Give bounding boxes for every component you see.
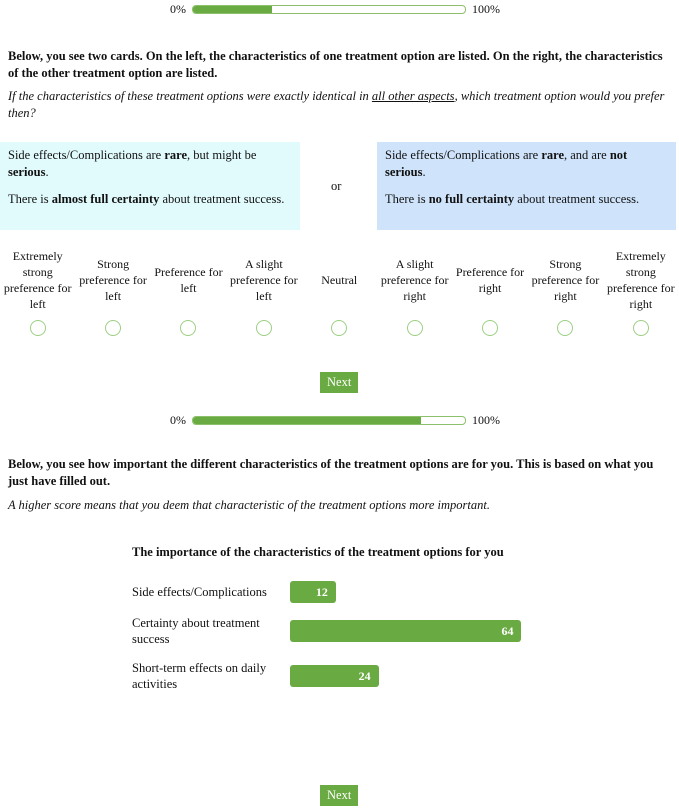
radio-strong-left[interactable] [105, 320, 121, 336]
chart-row [132, 660, 552, 692]
or-label: or [331, 179, 342, 193]
prompt-underlined: all other aspects [371, 89, 455, 103]
chart-title: The importance of the characteristics of the treatment options for you [132, 545, 504, 559]
radio-strong-right[interactable] [557, 320, 573, 336]
progress-end-label: 100% [472, 2, 500, 16]
bar-value-label: 64 [501, 623, 514, 638]
question-intro: Below, you see two cards. On the left, the characteristics of one treatment option are listed. On the right, the characteristics of the other treatment option are listed. [8, 49, 663, 80]
scale-option [528, 246, 603, 336]
option-label: Strong preference for right [531, 257, 600, 303]
scale-option [603, 246, 678, 336]
bar-label: Short-term effects on daily activities [132, 661, 267, 691]
option-label: A slight preference for left [230, 257, 298, 303]
prompt-text: If the characteristics of these treatment options were exactly identical in [8, 89, 372, 103]
scale-option [377, 246, 452, 336]
option-label: Extremely strong preference for right [607, 249, 675, 311]
scale-option [452, 246, 527, 336]
radio-extremely-strong-left[interactable] [30, 320, 46, 336]
question-prompt [8, 88, 673, 122]
right-option-card: Side effects/Complications are rare, and are not serious. There is no full certainty about treatment success. [377, 142, 676, 230]
scale-option [302, 246, 377, 336]
progress-end-label: 100% [472, 413, 500, 427]
progress-track [192, 5, 466, 14]
next-button[interactable]: Next [320, 372, 358, 393]
left-option-card: Side effects/Complications are rare, but might be serious. There is almost full certainty about treatment success. [0, 142, 300, 230]
prompt-text-end: , which treatment option would you prefer then? [8, 89, 665, 120]
radio-extremely-strong-right[interactable] [633, 320, 649, 336]
scale-option [226, 246, 301, 336]
chart-row [132, 615, 552, 647]
scale-option [0, 246, 75, 336]
progress-start-label: 0% [170, 413, 186, 427]
progress-track [192, 416, 466, 425]
option-label: A slight preference for right [380, 257, 449, 303]
bar-value-label: 24 [358, 668, 371, 683]
option-label: Strong preference for left [79, 257, 147, 303]
progress-fill [193, 417, 421, 424]
radio-slight-left[interactable] [256, 320, 272, 336]
radio-preference-left[interactable] [180, 320, 196, 336]
option-label: Preference for right [455, 265, 525, 295]
progress-bar-top [170, 2, 500, 17]
radio-slight-right[interactable] [407, 320, 423, 336]
results-intro: Below, you see how important the different characteristics of the treatment options are for you. This is based on what you just have filled out. [8, 457, 654, 488]
scale-option [151, 246, 226, 336]
scale-option [75, 246, 150, 336]
results-note: A higher score means that you deem that characteristic of the treatment options more important. [8, 498, 490, 512]
progress-fill [193, 6, 272, 13]
bar [290, 665, 379, 687]
bar [290, 581, 336, 603]
progress-bar-bottom [170, 413, 500, 428]
next-button-2[interactable]: Next [320, 785, 358, 806]
radio-preference-right[interactable] [482, 320, 498, 336]
preference-scale [0, 246, 679, 336]
radio-neutral[interactable] [331, 320, 347, 336]
bar-value-label: 12 [315, 584, 328, 599]
bar-label: Certainty about treatment success [132, 616, 260, 646]
bar [290, 620, 521, 642]
option-label: Preference for left [154, 265, 223, 295]
bar-label: Side effects/Complications [132, 585, 267, 599]
option-label: Neutral [321, 273, 358, 287]
chart-row [132, 581, 552, 603]
progress-start-label: 0% [170, 2, 186, 16]
option-label: Extremely strong preference for left [3, 249, 72, 311]
